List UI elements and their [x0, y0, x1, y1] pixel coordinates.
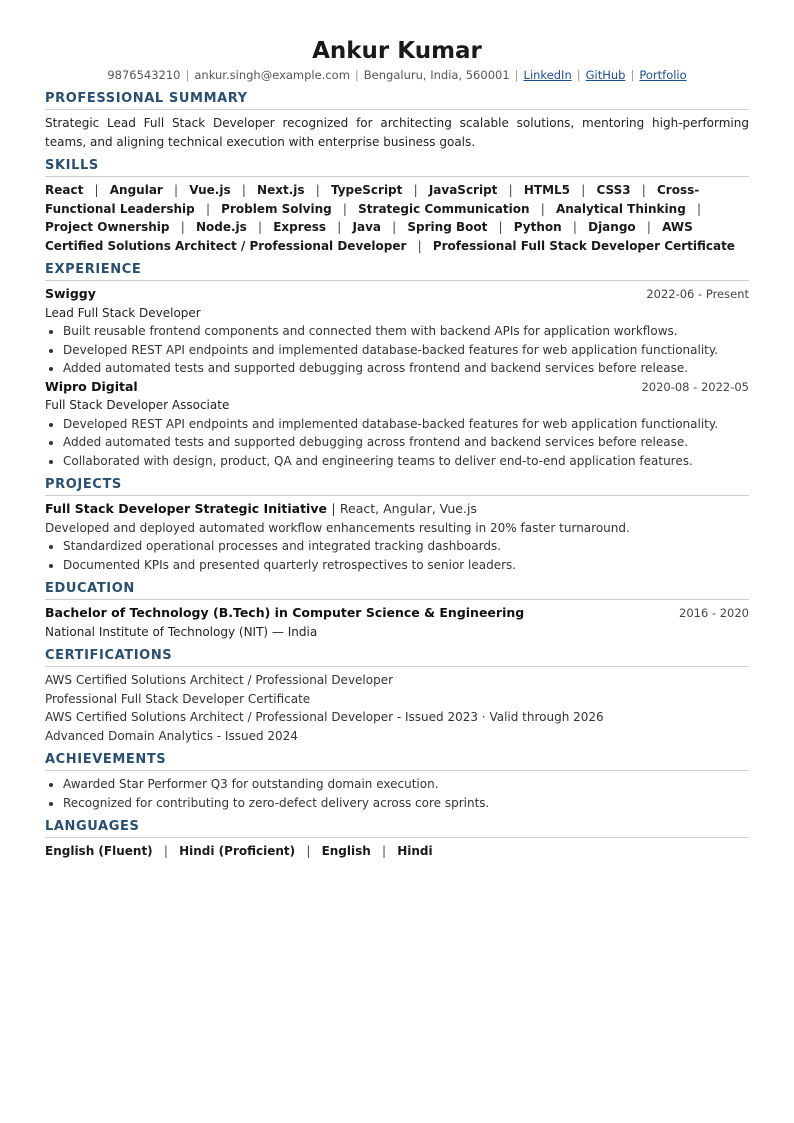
- language-item: English (Fluent): [45, 844, 153, 858]
- project-name: Full Stack Developer Strategic Initiative: [45, 501, 327, 516]
- separator: |: [514, 68, 519, 82]
- skill-item: Next.js: [257, 183, 305, 197]
- separator: |: [382, 844, 387, 858]
- skill-item: Problem Solving: [221, 201, 332, 216]
- separator: |: [508, 183, 513, 197]
- section-title-education: EDUCATION: [45, 580, 749, 600]
- separator: |: [163, 844, 168, 858]
- section-title-skills: SKILLS: [45, 157, 749, 177]
- job-entry: [45, 378, 749, 471]
- skill-item: AWS Certified Solutions Architect / Professional Developer: [45, 220, 693, 253]
- separator: |: [696, 201, 702, 216]
- phone: 9876543210: [107, 68, 181, 82]
- skill-item: Django: [588, 220, 636, 234]
- skill-item: Node.js: [195, 220, 247, 234]
- separator: |: [306, 844, 311, 858]
- separator: |: [417, 238, 422, 253]
- skill-item: Angular: [109, 183, 163, 197]
- language-item: Hindi: [397, 844, 433, 858]
- job-dates: 2020-08 - 2022-05: [641, 379, 749, 394]
- project-entry: [45, 500, 749, 574]
- job-bullet: • Developed REST API endpoints and implemented database-backed features for web application functionality.: [63, 341, 749, 360]
- job-dates: 2022-06 - Present: [646, 287, 749, 301]
- project-bullet: • Standardized operational processes and integrated tracking dashboards.: [63, 537, 749, 556]
- separator: |: [413, 183, 418, 197]
- skill-item: Project Ownership: [45, 220, 170, 234]
- contact-line: [45, 66, 749, 84]
- skill-item: Cross-Functional Leadership: [45, 183, 700, 216]
- separator: |: [342, 201, 347, 216]
- skill-item: React: [45, 183, 84, 197]
- skill-item: Java: [352, 220, 381, 234]
- separator: |: [641, 183, 646, 197]
- location: Bengaluru, India, 560001: [363, 68, 510, 82]
- summary-text: Strategic Lead Full Stack Developer recognized for architecting scalable solutions, mentoring high-performing teams, and aligning technical execution with enterprise business goals.: [45, 116, 749, 149]
- job-company: Wipro Digital: [45, 378, 138, 394]
- separator: |: [331, 501, 336, 516]
- separator: |: [498, 220, 503, 234]
- github-link[interactable]: GitHub: [585, 68, 626, 82]
- email: ankur.singh@example.com: [194, 68, 350, 82]
- language-item: English: [321, 844, 371, 858]
- portfolio-link[interactable]: Portfolio: [639, 68, 687, 82]
- job-bullet: • Added automated tests and supported debugging across frontend and backend services before release.: [63, 433, 749, 452]
- job-bullet: • Collaborated with design, product, QA and engineering teams to deliver end-to-end application features.: [63, 452, 749, 471]
- skill-item: CSS3: [596, 183, 631, 197]
- language-item: Hindi (Proficient): [179, 844, 296, 858]
- section-title-projects: PROJECTS: [45, 476, 749, 496]
- job-bullet: • Developed REST API endpoints and implemented database-backed features for web application functionality.: [63, 415, 749, 434]
- job-bullets: [45, 415, 749, 471]
- separator: |: [315, 183, 320, 197]
- separator: |: [205, 201, 210, 216]
- certification-item: AWS Certified Solutions Architect / Professional Developer: [45, 673, 394, 687]
- project-description: Developed and deployed automated workflow enhancements resulting in 20% faster turnaround.: [45, 520, 630, 535]
- separator: |: [576, 68, 581, 82]
- project-tech: React, Angular, Vue.js: [339, 501, 477, 516]
- education-dates: 2016 - 2020: [679, 606, 749, 620]
- section-title-certifications: CERTIFICATIONS: [45, 647, 749, 667]
- job-company: Swiggy: [45, 286, 96, 301]
- separator: |: [630, 68, 635, 82]
- separator: |: [241, 183, 246, 197]
- project-bullet: • Documented KPIs and presented quarterly retrospectives to senior leaders.: [63, 556, 749, 575]
- separator: |: [257, 220, 263, 234]
- candidate-name: Ankur Kumar: [312, 38, 482, 64]
- skill-item: HTML5: [523, 183, 571, 197]
- job-role: Full Stack Developer Associate: [45, 398, 230, 412]
- skill-item: Spring Boot: [407, 220, 488, 234]
- achievement-bullet: • Awarded Star Performer Q3 for outstanding domain execution.: [63, 775, 749, 794]
- separator: |: [646, 220, 651, 234]
- section-title-languages: LANGUAGES: [45, 818, 749, 838]
- section-title-experience: EXPERIENCE: [45, 261, 749, 281]
- job-entry: [45, 285, 749, 378]
- section-title-achievements: ACHIEVEMENTS: [45, 751, 749, 771]
- skills-list: [45, 181, 749, 255]
- job-bullet: • Added automated tests and supported debugging across frontend and backend services before release.: [63, 359, 749, 378]
- separator: |: [540, 201, 545, 216]
- separator: |: [337, 220, 342, 234]
- separator: |: [354, 68, 359, 82]
- separator: |: [572, 220, 577, 234]
- job-bullets: [45, 322, 749, 378]
- skill-item: Express: [273, 220, 327, 234]
- achievement-bullets: [45, 775, 749, 812]
- project-heading: [45, 500, 749, 519]
- separator: |: [180, 220, 185, 234]
- certification-item: AWS Certified Solutions Architect / Professional Developer - Issued 2023 · Valid through 2026: [45, 710, 604, 724]
- job-role: Lead Full Stack Developer: [45, 305, 201, 320]
- linkedin-link[interactable]: LinkedIn: [523, 68, 572, 82]
- separator: |: [392, 220, 397, 234]
- separator: |: [185, 68, 190, 82]
- skill-item: TypeScript: [330, 183, 403, 197]
- job-bullet: • Built reusable frontend components and connected them with backend APIs for application workflows.: [63, 322, 749, 341]
- languages-list: [45, 842, 749, 861]
- education-school: National Institute of Technology (NIT) — India: [45, 624, 318, 639]
- achievement-bullet: • Recognized for contributing to zero-defect delivery across core sprints.: [63, 794, 749, 813]
- separator: |: [581, 183, 586, 197]
- skill-item: Python: [513, 220, 562, 234]
- project-bullets: [45, 537, 749, 574]
- skill-item: Vue.js: [189, 183, 231, 197]
- separator: |: [94, 183, 99, 197]
- skill-item: Professional Full Stack Developer Certificate: [432, 238, 735, 253]
- section-title-summary: PROFESSIONAL SUMMARY: [45, 90, 749, 110]
- education-degree: Bachelor of Technology (B.Tech) in Computer Science & Engineering: [45, 605, 525, 620]
- certification-item: Professional Full Stack Developer Certificate: [45, 691, 311, 706]
- skill-item: Strategic Communication: [358, 201, 530, 216]
- skill-item: Analytical Thinking: [555, 201, 686, 216]
- resume-page: [45, 36, 749, 861]
- certification-item: Advanced Domain Analytics - Issued 2024: [45, 728, 298, 743]
- separator: |: [174, 183, 179, 197]
- skill-item: JavaScript: [428, 183, 498, 197]
